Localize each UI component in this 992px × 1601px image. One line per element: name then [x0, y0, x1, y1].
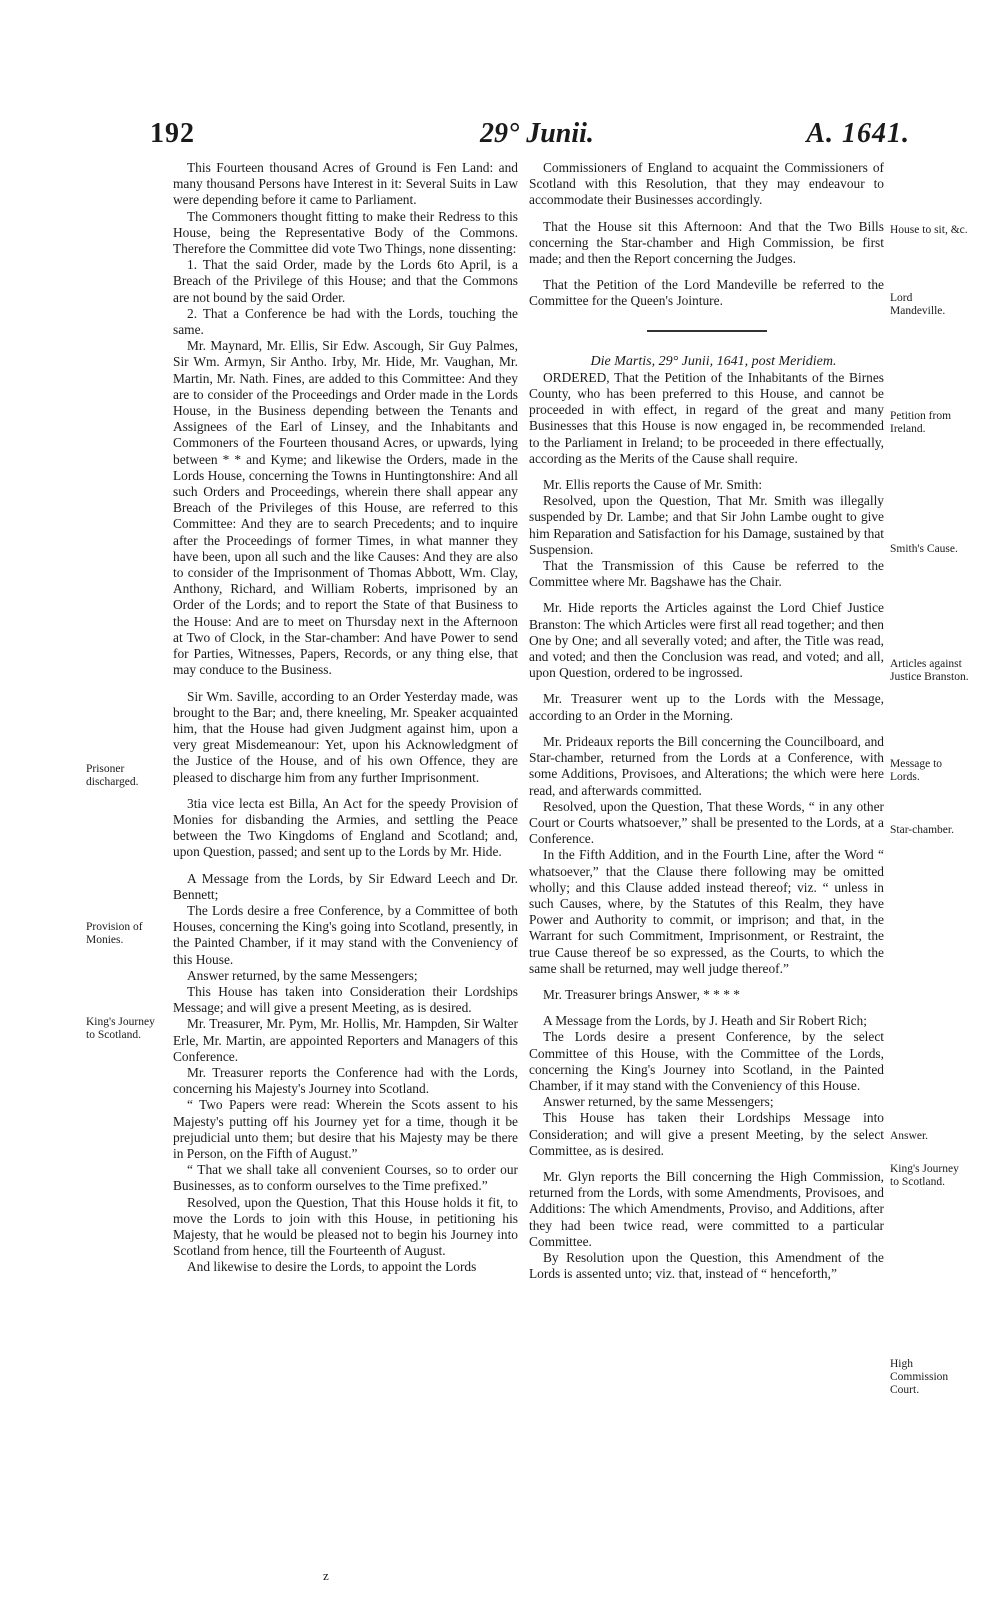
section-heading: Die Martis, 29° Junii, 1641, post Meridiem.: [590, 353, 837, 369]
paragraph: A Message from the Lords, by Sir Edward Leech and Dr. Bennett;: [173, 870, 518, 902]
margin-note: House to sit, &c.: [890, 224, 968, 236]
margin-note: Smith's Cause.: [890, 543, 958, 555]
page-number: 192: [150, 118, 195, 149]
paragraph: Mr. Treasurer, Mr. Pym, Mr. Hollis, Mr. Hampden, Sir Walter Erle, Mr. Martin, are appointed Reporters and Managers of this Conference.: [173, 1016, 518, 1064]
paragraph: Mr. Maynard, Mr. Ellis, Sir Edw. Ascough, Sir Guy Palmes, Sir Wm. Armyn, Sir Antho. Irby, Mr. Hide, Mr. Vaughan, Mr. Martin, Mr. Nath. Fines, are added to this Committee: And they are to consider of the Proceedings and Order made in the Lords House, in the Business depending between the Tenants and Assignees of the Earl of Linsey, and the Inhabitants and Commoners of the Fourteen thousand Acres, or upwards, lying between * * and Kyme; and likewise the Orders, made in the Lords House, concerning the Towns in Huntingtonshire: And all such Orders and Proceedings, wherein there shall appear any Breach of the Privileges of this House, are referred to this Committee: And they are to search Precedents; and to inquire after the Proceedings of former Times, in what manner they have been, upon all such and the like Causes: And they are also to consider of the Imprisonment of Thomas Abbott, Wm. Clay, Anthony, Richard, and William Roberts, imprisoned by an Order of the Lords; and to report the State of that Business to the House: And are to meet on Thursday next in the Afternoon at Two of Clock, in the Star-chamber: And have Power to send for Parties, Witnesses, Papers, Records, or any thing else, that may conduce to the Business.: [173, 338, 518, 678]
paragraph: Answer returned, by the same Messengers;: [187, 967, 418, 983]
paragraph: Mr. Glyn reports the Bill concerning the High Commission, returned from the Lords, with some Amendments, Provisoes, and Additions: The which Amendments, Proviso, and Additions, after they had been twice read, were committed to a particular Committee.: [529, 1168, 884, 1249]
paragraph: That the Transmission of this Cause be referred to the Committee where Mr. Bagshawe has the Chair.: [529, 558, 884, 590]
paragraph: 1. That the said Order, made by the Lords 6to April, is a Breach of the Privilege of this House; and that the Commons are not bound by the said Order.: [173, 257, 518, 305]
paragraph: The Commoners thought fitting to make their Redress to this House, being the Representative Body of the Commons. Therefore the Committee did vote Two Things, none dissenting:: [173, 208, 518, 257]
paragraph: This House has taken their Lordships Message into Consideration; and will give a present Meeting, by the select Committee, as is desired.: [529, 1110, 884, 1158]
paragraph: ORDERED, That the Petition of the Inhabitants of the Birnes County, who has been preferred to this House, and cannot be proceeded in with effect, in regard of the great and many Businesses that this House is now engaged in, be recommended to the Parliament in Ireland; to be proceeded in there effectually, according as the Merits of the Cause shall require.: [529, 369, 884, 466]
paragraph: That the House sit this Afternoon: And that the Two Bills concerning the Star-chamber and High Commission, be first made; and then the Report concerning the Judges.: [529, 218, 884, 267]
margin-note: Prisoner discharged.: [86, 763, 139, 788]
paragraph: Sir Wm. Saville, according to an Order Yesterday made, was brought to the Bar; and, there kneeling, Mr. Speaker acquainted him, that the House had given Judgment against him, upon a very great Misdemeanour: Yet, upon his Acknowledgment of the Justice of the House, and of his own Offence, they are pleased to discharge him from any further Imprisonment.: [173, 688, 518, 785]
paragraph: Resolved, upon the Question, That these Words, “ in any other Court or Courts whatsoever,” shall be presented to the Lords, at a Conference.: [529, 798, 884, 847]
paragraph: Resolved, upon the Question, That Mr. Smith was illegally suspended by Dr. Lambe; and that Sir John Lambe ought to give him Reparation and Satisfaction for his Damage, sustained by that Suspension.: [529, 493, 884, 557]
page-date: 29° Junii.: [480, 118, 594, 149]
paragraph: Mr. Treasurer reports the Conference had with the Lords, concerning his Majesty's Journey into Scotland.: [173, 1064, 518, 1097]
margin-note: King's Journey to Scotland.: [890, 1163, 959, 1188]
paragraph: “ That we shall take all convenient Courses, so to order our Businesses, as to conform ourselves to the Time prefixed.”: [173, 1162, 518, 1194]
paragraph: 3tia vice lecta est Billa, An Act for the speedy Provision of Monies for disbanding the Armies, and settling the Peace between the Two Kingdoms of England and Scotland; and, upon Question, passed; and sent up to the Lords by Mr. Hide.: [173, 795, 518, 860]
margin-note: King's Journey to Scotland.: [86, 1016, 155, 1041]
margin-note: Message to Lords.: [890, 758, 943, 783]
page-year: A. 1641.: [806, 118, 910, 149]
paragraph: The Lords desire a free Conference, by a Committee of both Houses, concerning the King's going into Scotland, presently, in the Painted Chamber, if it may stand with the Conveniency of this House.: [173, 902, 518, 967]
paragraph: Answer returned, by the same Messengers;: [543, 1094, 774, 1110]
margin-note: High Commission Court.: [890, 1358, 949, 1396]
signature-mark: z: [323, 1568, 329, 1583]
paragraph: This House has taken into Consideration their Lordships Message; and will give a present Meeting, as is desired.: [173, 983, 518, 1016]
right-column: [529, 160, 884, 1282]
paragraph: Commissioners of England to acquaint the Commissioners of Scotland with this Resolution, that they may endeavour to accommodate their Businesses accordingly.: [529, 160, 884, 208]
margin-note: Articles against Justice Branston.: [890, 658, 969, 683]
paragraph: 2. That a Conference be had with the Lords, touching the same.: [173, 305, 518, 338]
paragraph: In the Fifth Addition, and in the Fourth Line, after the Word “ whatsoever,” that the Clause there following may be omitted wholly; and this Clause added instead thereof; viz. “ unless in such Causes, where, by the Statutes of this Realm, they have Power and Authority to commit, or imprison; and that, in the Warrant for such Commitment, Imprisonment, or Restraint, the true Cause thereof be so expressed, as the Courts, to which the same shall be returned, may well judge thereof.”: [529, 847, 884, 976]
section-divider: [647, 330, 767, 332]
left-column: [173, 160, 518, 1276]
paragraph: That the Petition of the Lord Mandeville be referred to the Committee for the Queen's Jointure.: [529, 277, 884, 309]
paragraph: The Lords desire a present Conference, by the select Committee of this House, with the Committee of the Lords, concerning the King's Journey into Scotland, in the Painted Chamber, if it may stand with the Conveniency of this House.: [529, 1029, 884, 1093]
paragraph: Mr. Hide reports the Articles against the Lord Chief Justice Branston: The which Articles were first all read together; and then One by One; and all severally voted; and after, the Title was read, and voted; and then the Conclusion was read, and voted; and all, upon Question, ordered to be ingrossed.: [529, 600, 884, 681]
paragraph: By Resolution upon the Question, this Amendment of the Lords is assented unto; viz. that, instead of “ henceforth,”: [529, 1249, 884, 1282]
paragraph: Mr. Treasurer brings Answer, * * * *: [543, 986, 740, 1002]
margin-note: Answer.: [890, 1130, 929, 1142]
paragraph: A Message from the Lords, by J. Heath and Sir Robert Rich;: [543, 1013, 867, 1029]
margin-note: Star-chamber.: [890, 824, 954, 836]
paragraph: And likewise to desire the Lords, to appoint the Lords: [187, 1259, 477, 1275]
paragraph: Mr. Treasurer went up to the Lords with the Message, according to an Order in the Morning.: [529, 691, 884, 723]
page-header: [150, 118, 910, 158]
paragraph: Mr. Ellis reports the Cause of Mr. Smith:: [543, 477, 763, 493]
paragraph: Mr. Prideaux reports the Bill concerning the Councilboard, and Star-chamber, returned from the Lords at a Conference, with some Additions, Provisoes, and Alterations; the which were here read, and afterwards committed.: [529, 733, 884, 798]
margin-note: Provision of Monies.: [86, 921, 143, 946]
margin-note: Petition from Ireland.: [890, 410, 952, 435]
paragraph: Resolved, upon the Question, That this House holds it fit, to move the Lords to join with this House, in petitioning his Majesty, that he would be pleased not to begin his Journey into Scotland from hence, till the Fourteenth of August.: [173, 1194, 518, 1259]
paragraph: This Fourteen thousand Acres of Ground is Fen Land: and many thousand Persons have Interest in it: Several Suits in Law were depending before it came to Parliament.: [173, 160, 518, 208]
paragraph: “ Two Papers were read: Wherein the Scots assent to his Majesty's putting off his Journey yet for a time, though it be prejudicial unto them; but desire that his Majesty may be there in Person, on the Fifth of August.”: [173, 1097, 518, 1161]
margin-note: Lord Mandeville.: [890, 292, 946, 317]
